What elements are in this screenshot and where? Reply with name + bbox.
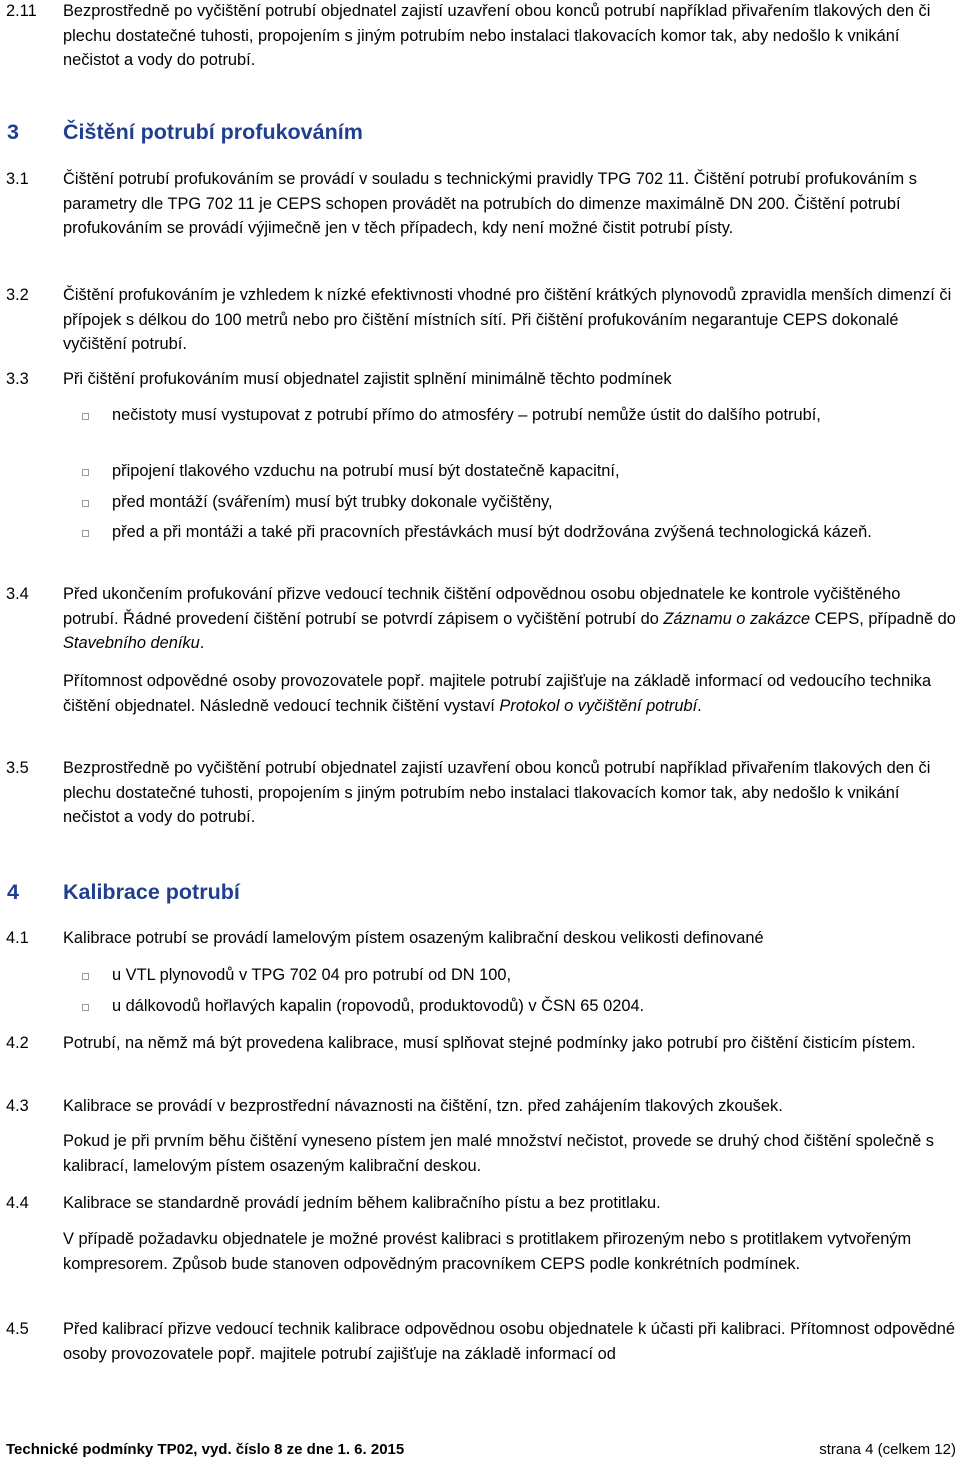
square-bullet-icon bbox=[82, 1004, 89, 1011]
list-item bbox=[82, 963, 942, 988]
paragraph-number: 3.1 bbox=[6, 170, 29, 188]
paragraph-number: 3.3 bbox=[6, 370, 29, 388]
paragraph-number: 4.2 bbox=[6, 1034, 29, 1052]
paragraph-text: Před kalibrací přizve vedoucí technik kalibrace odpovědnou osobu objednatele k účasti při kalibraci. Přítomnost odpovědné osoby provozovatele popř. majitele potrubí zajišťuje na základě informací od bbox=[63, 1320, 955, 1363]
list-item bbox=[82, 490, 942, 515]
paragraph-text: Bezprostředně po vyčištění potrubí objednatel zajistí uzavření obou konců potrubí například přivařením tlakových den či plechu dostatečné tuhosti, propojením s jiným potrubím nebo instalaci tlakovacích komor tak, aby nedošlo k vnikání nečistot a vody do potrubí. bbox=[63, 759, 931, 827]
paragraph-text bbox=[63, 582, 956, 656]
paragraph-4-5 bbox=[6, 1317, 956, 1366]
paragraph-number: 4.4 bbox=[6, 1194, 29, 1212]
heading-title: Čištění potrubí profukováním bbox=[63, 120, 363, 144]
paragraph-text-part: . bbox=[697, 696, 702, 715]
paragraph-number: 3.4 bbox=[6, 585, 29, 603]
paragraph-number: 4.3 bbox=[6, 1097, 29, 1115]
page-footer bbox=[6, 1440, 956, 1460]
list-item-text: před montáží (svářením) musí být trubky dokonale vyčištěny, bbox=[112, 493, 553, 511]
paragraph-number: 3.5 bbox=[6, 759, 29, 777]
list-item-text: u VTL plynovodů v TPG 702 04 pro potrubí od DN 100, bbox=[112, 966, 512, 984]
heading-number: 3 bbox=[7, 120, 19, 144]
paragraph-text: Potrubí, na němž má být provedena kalibrace, musí splňovat stejné podmínky jako potrubí pro čištění čisticím pístem. bbox=[63, 1034, 916, 1052]
paragraph-3-1 bbox=[6, 167, 956, 241]
section-heading-4 bbox=[7, 880, 240, 905]
italic-reference: Záznamu o zakázce bbox=[663, 609, 811, 628]
paragraph-text: Kalibrace potrubí se provádí lamelovým pístem osazeným kalibrační deskou velikosti definované bbox=[63, 929, 764, 947]
paragraph-4-2 bbox=[6, 1031, 956, 1056]
footer-page-number: strana 4 (celkem 12) bbox=[819, 1441, 956, 1458]
list-item-text: před a při montáži a také při pracovních přestávkách musí být dodržována zvýšená technologická kázeň. bbox=[112, 523, 872, 541]
italic-reference: Stavebního deníku bbox=[63, 634, 200, 653]
paragraph-text: Kalibrace se provádí v bezprostřední návaznosti na čištění, tzn. před zahájením tlakových zkoušek. bbox=[63, 1097, 783, 1115]
paragraph-number: 3.2 bbox=[6, 286, 29, 304]
section-heading-3 bbox=[7, 120, 363, 145]
paragraph-3-2 bbox=[6, 283, 956, 357]
paragraph-number: 4.5 bbox=[6, 1320, 29, 1338]
square-bullet-icon bbox=[82, 500, 89, 507]
square-bullet-icon bbox=[82, 413, 89, 420]
paragraph-number: 2.11 bbox=[6, 2, 37, 20]
paragraph-3-3 bbox=[6, 367, 956, 392]
paragraph-4-1 bbox=[6, 926, 956, 951]
square-bullet-icon bbox=[82, 469, 89, 476]
square-bullet-icon bbox=[82, 530, 89, 537]
list-item bbox=[82, 994, 942, 1019]
paragraph-4-4-continued bbox=[63, 1227, 956, 1276]
paragraph-text: Čištění profukováním je vzhledem k nízké efektivnosti vhodné pro čištění krátkých plynovodů zpravidla menších dimenzí či přípojek s délkou do 100 metrů nebo pro čištění místních sítí. Při čištění profukováním negarantuje CEPS dokonalé vyčištění potrubí. bbox=[63, 286, 952, 354]
paragraph-2-11 bbox=[6, 0, 956, 73]
paragraph-text-part: CEPS, případně do bbox=[810, 609, 956, 628]
paragraph-text: Bezprostředně po vyčištění potrubí objednatel zajistí uzavření obou konců potrubí například přivařením tlakových den či plechu dostatečné tuhosti, propojením s jiným potrubím nebo instalaci tlakovacích komor tak, aby nedošlo k vnikání nečistot a vody do potrubí. bbox=[63, 2, 931, 70]
heading-number: 4 bbox=[7, 880, 19, 904]
paragraph-text-part: Přítomnost odpovědné osoby provozovatele popř. majitele potrubí zajišťuje na základě informací od vedoucího technika čištění objednatel. Následně vedoucí technik čištění vystaví bbox=[63, 672, 932, 715]
heading-title: Kalibrace potrubí bbox=[63, 880, 240, 904]
list-item bbox=[82, 403, 942, 428]
paragraph-4-4 bbox=[6, 1191, 956, 1216]
paragraph-text: Čištění potrubí profukováním se provádí v souladu s technickými pravidly TPG 702 11. Čištění potrubí profukováním s parametry dle TPG 702 11 je CEPS schopen provádět na potrubích do dimenze maximálně DN 200. Čištění potrubí profukováním se provádí výjimečně jen v těch případech, kdy není možné čistit potrubí písty. bbox=[63, 170, 917, 238]
paragraph-4-3-continued bbox=[63, 1129, 956, 1178]
paragraph-text: Kalibrace se standardně provádí jedním během kalibračního pístu a bez protitlaku. bbox=[63, 1194, 661, 1212]
paragraph-3-4 bbox=[6, 582, 956, 656]
paragraph-text-part: . bbox=[199, 634, 205, 653]
list-item-text: u dálkovodů hořlavých kapalin (ropovodů, produktovodů) v ČSN 65 0204. bbox=[112, 997, 645, 1015]
paragraph-3-4-continued bbox=[63, 669, 956, 718]
paragraph-4-3 bbox=[6, 1094, 956, 1119]
footer-document-info: Technické podmínky TP02, vyd. číslo 8 ze dne 1. 6. 2015 bbox=[6, 1441, 405, 1458]
paragraph-number: 4.1 bbox=[6, 929, 29, 947]
paragraph-text-part: Před ukončením profukování přizve vedoucí technik čištění odpovědnou osobu objednatele ke kontrole vyčištěného potrubí. Řádné provedení čištění potrubí se potvrdí zápisem o vyčištění potrubí do bbox=[63, 585, 901, 628]
list-item bbox=[82, 520, 942, 545]
list-item-text: připojení tlakového vzduchu na potrubí musí být dostatečně kapacitní, bbox=[112, 462, 620, 480]
paragraph-text: Při čištění profukováním musí objednatel zajistit splnění minimálně těchto podmínek bbox=[63, 370, 672, 388]
list-item-text: nečistoty musí vystupovat z potrubí přímo do atmosféry – potrubí nemůže ústit do dalšího potrubí, bbox=[112, 406, 821, 424]
list-item bbox=[82, 459, 942, 484]
paragraph-text: V případě požadavku objednatele je možné provést kalibraci s protitlakem přirozeným nebo s protitlakem vytvořeným kompresorem. Způsob bude stanoven odpovědným pracovníkem CEPS podle konkrétních podmínek. bbox=[63, 1230, 912, 1273]
square-bullet-icon bbox=[82, 973, 89, 980]
paragraph-text: Pokud je při prvním běhu čištění vyneseno pístem jen malé množství nečistot, provede se druhý chod čištění společně s kalibrací, lamelovým pístem osazeným kalibrační deskou. bbox=[63, 1132, 934, 1175]
italic-reference: Protokol o vyčištění potrubí bbox=[499, 696, 698, 715]
paragraph-3-5 bbox=[6, 756, 956, 830]
